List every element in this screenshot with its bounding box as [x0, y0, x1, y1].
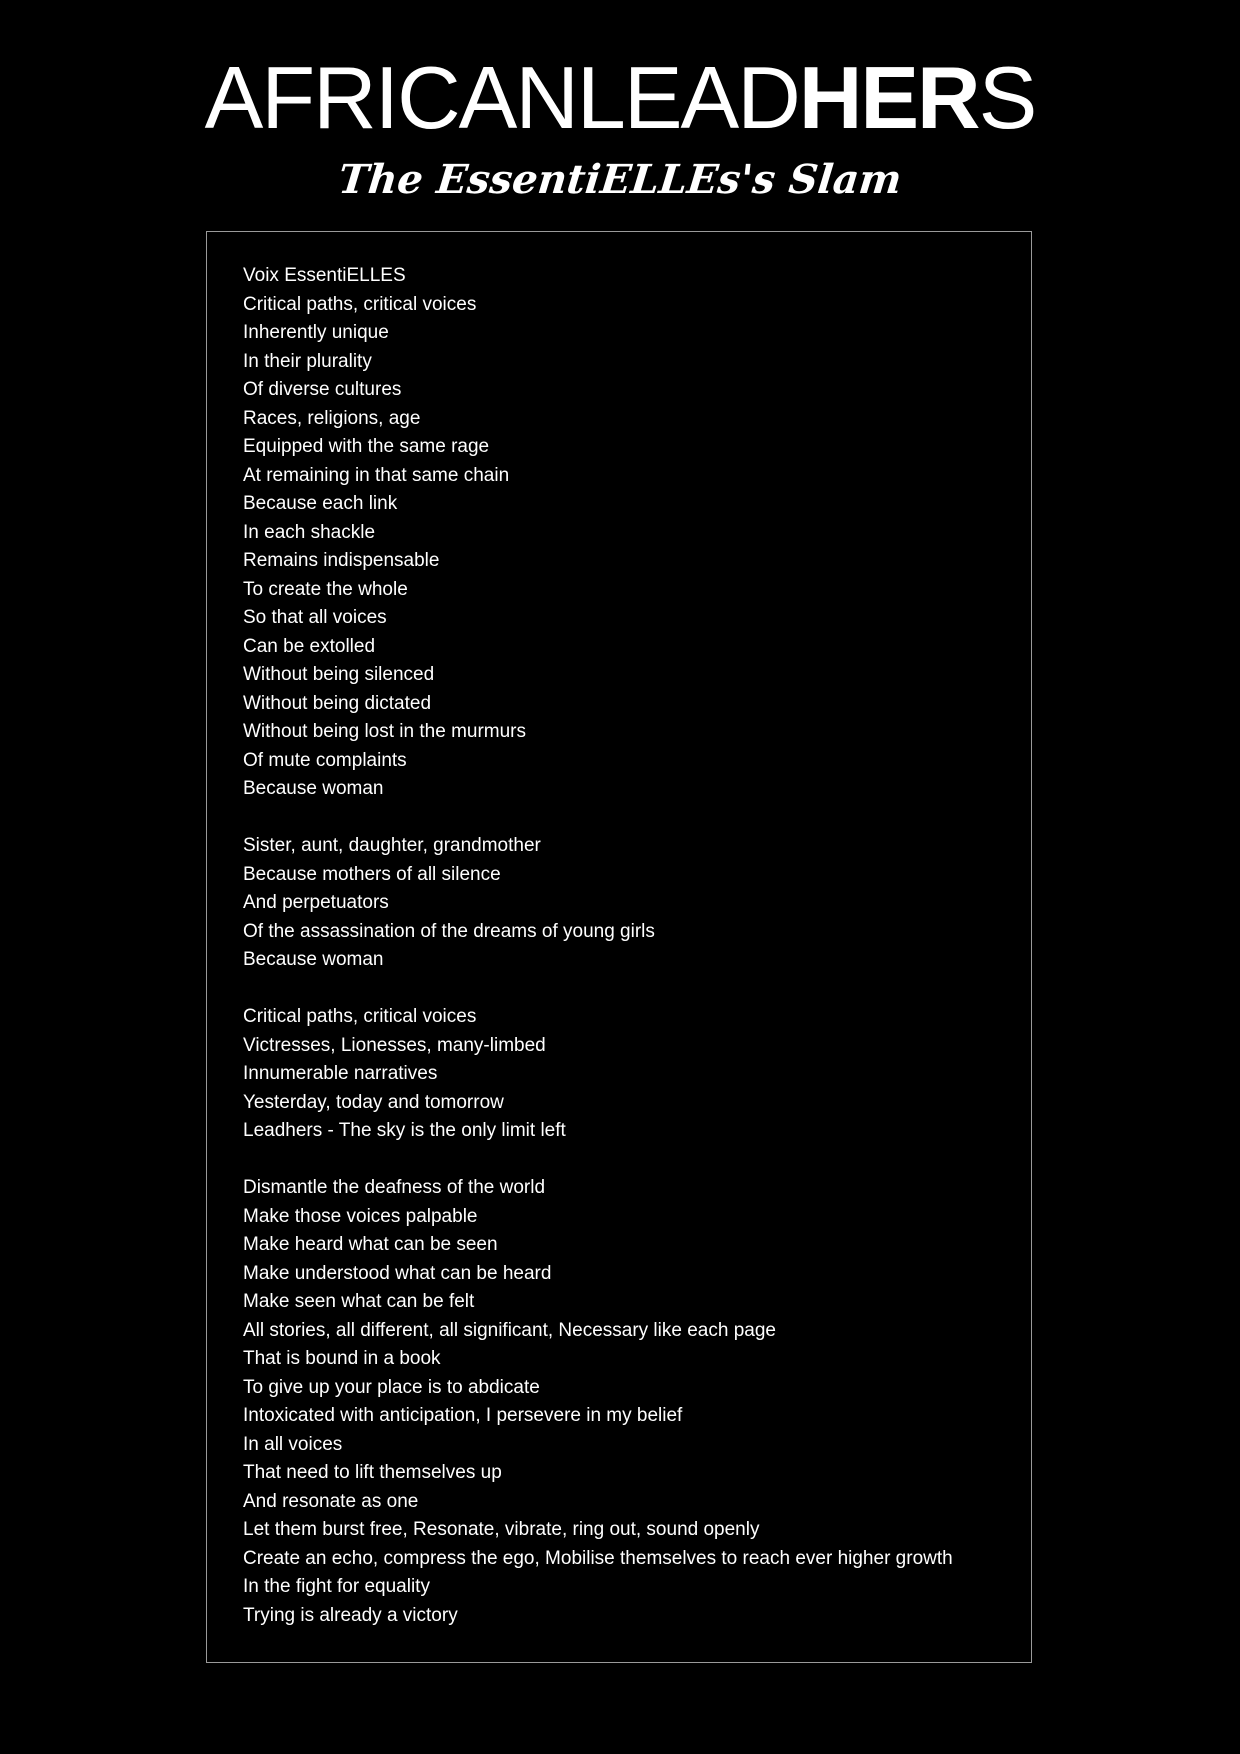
- poem-text: [243, 262, 953, 1630]
- poem-line: Of the assassination of the dreams of young girls: [243, 920, 655, 942]
- poem-line: Yesterday, today and tomorrow: [243, 1091, 504, 1113]
- page-header: [0, 48, 1240, 208]
- africanleadhers-logo: [0, 48, 1240, 148]
- poem-line: At remaining in that same chain: [243, 464, 510, 486]
- poem-frame: [206, 231, 1032, 1663]
- poem-line: Make understood what can be heard: [243, 1262, 552, 1284]
- poem-line: All stories, all different, all significant, Necessary like each page: [243, 1319, 776, 1341]
- logo-bold-text: HER: [798, 48, 979, 147]
- poem-line: Because each link: [243, 493, 398, 514]
- poem-line: To create the whole: [243, 578, 408, 600]
- poem-line: Because woman: [243, 778, 384, 799]
- poem-line: Because mothers of all silence: [243, 863, 501, 885]
- poem-line: Without being dictated: [243, 692, 432, 714]
- poem-line: Trying is already a victory: [243, 1604, 458, 1626]
- poem-line: Of mute complaints: [243, 749, 407, 771]
- poem-line: Inherently unique: [243, 322, 389, 343]
- poem-line: Voix EssentiELLES: [243, 265, 406, 286]
- poem-line: Can be extolled: [243, 635, 376, 657]
- poem-line: Intoxicated with anticipation, I persevere in my belief: [243, 1405, 683, 1426]
- poem-line: Create an echo, compress the ego, Mobilise themselves to reach ever higher growth: [243, 1547, 953, 1569]
- poem-stanza: [243, 1174, 953, 1630]
- poem-line: Remains indispensable: [243, 550, 440, 571]
- logo-light-text-end: S: [978, 48, 1036, 147]
- poem-line: Races, religions, age: [243, 407, 421, 429]
- poem-line: Equipped with the same rage: [243, 436, 490, 457]
- poem-stanza: [243, 832, 953, 975]
- poem-line: Dismantle the deafness of the world: [243, 1177, 546, 1198]
- poem-line: In their plurality: [243, 350, 372, 372]
- poem-line: Because woman: [243, 949, 384, 970]
- poem-stanza: [243, 262, 953, 804]
- poem-line: In each shackle: [243, 521, 376, 543]
- poem-line: Critical paths, critical voices: [243, 1006, 477, 1027]
- poem-line: So that all voices: [243, 607, 387, 628]
- poem-line: Without being lost in the murmurs: [243, 721, 527, 742]
- poem-stanza: [243, 1003, 953, 1146]
- poem-line: Let them burst free, Resonate, vibrate, ring out, sound openly: [243, 1519, 760, 1540]
- poem-line: Innumerable narratives: [243, 1063, 438, 1084]
- page-subtitle: The EssentiELLEs's Slam: [336, 156, 904, 203]
- poem-line: And perpetuators: [243, 892, 389, 913]
- poem-line: And resonate as one: [243, 1490, 419, 1512]
- poem-line: Sister, aunt, daughter, grandmother: [243, 835, 541, 856]
- poem-line: In all voices: [243, 1433, 343, 1455]
- poem-line: That need to lift themselves up: [243, 1462, 502, 1483]
- poem-line: Leadhers - The sky is the only limit left: [243, 1120, 566, 1141]
- poem-line: Victresses, Lionesses, many-limbed: [243, 1034, 546, 1056]
- poem-line: Without being silenced: [243, 664, 435, 685]
- poem-line: Of diverse cultures: [243, 379, 402, 400]
- poem-line: Critical paths, critical voices: [243, 293, 477, 315]
- logo-light-text: AFRICANLEAD: [204, 48, 799, 147]
- poem-line: That is bound in a book: [243, 1348, 441, 1369]
- poem-line: Make those voices palpable: [243, 1205, 478, 1227]
- poem-line: To give up your place is to abdicate: [243, 1376, 540, 1398]
- poem-line: Make seen what can be felt: [243, 1291, 475, 1312]
- poem-line: Make heard what can be seen: [243, 1234, 498, 1255]
- poem-line: In the fight for equality: [243, 1576, 430, 1597]
